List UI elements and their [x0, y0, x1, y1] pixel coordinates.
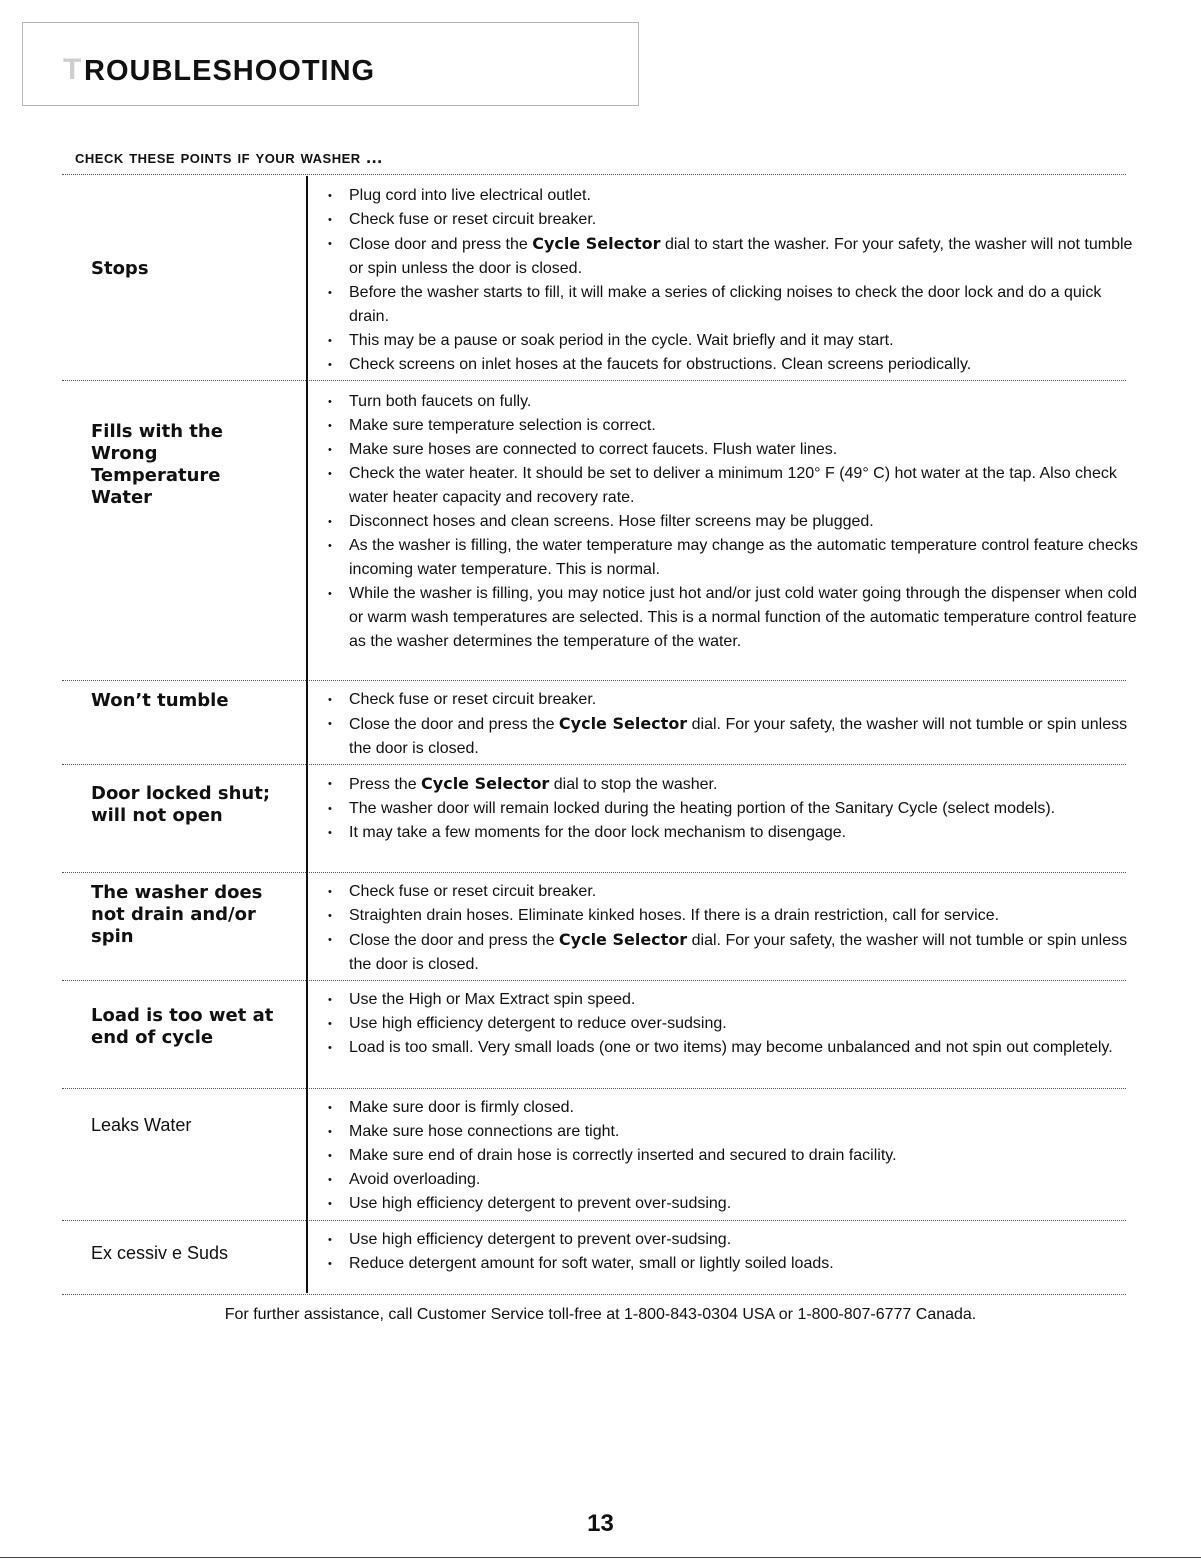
solution-item	[328, 414, 1138, 438]
solution-text: As the washer is filling, the water temperature may change as the automatic temperature control feature checks incoming water temperature. This is normal.	[349, 537, 1138, 578]
divider	[62, 980, 1126, 981]
divider	[62, 380, 1126, 381]
subheading-text: check these points if your washer ...	[75, 147, 383, 167]
solution-item	[328, 232, 1138, 281]
solution-item	[328, 353, 1138, 377]
solution-item	[328, 797, 1138, 821]
solution-item	[328, 1228, 1138, 1252]
solution-text: It may take a few moments for the door lock mechanism to disengage.	[349, 824, 847, 841]
solution-text: Disconnect hoses and clean screens. Hose filter screens may be plugged.	[349, 513, 874, 530]
solution-text: Use high efficiency detergent to reduce over-sudsing.	[349, 1015, 727, 1032]
page-bottom-rule	[0, 1557, 1201, 1558]
solution-text: Press the	[349, 776, 422, 793]
solution-text: Make sure temperature selection is correct.	[349, 417, 656, 434]
problem-label-door-locked: Door locked shut; will not open	[91, 783, 271, 826]
solution-text: Check the water heater. It should be set to deliver a minimum 120° F (49° C) hot water at the tap. Also check water heater capacity and recovery rate.	[349, 465, 1117, 506]
solution-item	[328, 1120, 1138, 1144]
solution-item	[328, 208, 1138, 232]
solution-item	[328, 1012, 1138, 1036]
solution-item	[328, 904, 1138, 928]
divider	[62, 872, 1126, 873]
solution-text: Reduce detergent amount for soft water, small or lightly soiled loads.	[349, 1255, 834, 1272]
problem-label-wrong-temperature: Fills with the Wrong Temperature Water	[91, 421, 223, 508]
solution-text: dial to start the washer. For your safety, the washer will not tumble or spin unless the door is closed.	[349, 236, 1133, 277]
divider	[62, 1294, 1126, 1295]
page-number: 13	[587, 1510, 614, 1537]
solution-text: Turn both faucets on fully.	[349, 393, 532, 410]
solution-item	[328, 1036, 1138, 1060]
cycle-selector-term: Cycle Selector	[532, 234, 661, 253]
solution-item	[328, 1192, 1138, 1216]
problem-label-no-drain: The washer does not drain and/or spin	[91, 882, 263, 947]
solution-item	[328, 329, 1138, 353]
solution-text: Make sure hose connections are tight.	[349, 1123, 620, 1140]
solution-item	[328, 1144, 1138, 1168]
solution-item	[328, 688, 1138, 712]
solution-item	[328, 462, 1138, 510]
section-subheading	[75, 147, 383, 168]
solution-text: Make sure door is firmly closed.	[349, 1099, 574, 1116]
solution-item	[328, 772, 1138, 797]
customer-service-note: For further assistance, call Customer Service toll-free at 1-800-843-0304 USA or 1-800-807-6777 Canada.	[224, 1306, 977, 1323]
solution-text: Use high efficiency detergent to prevent over-sudsing.	[349, 1231, 732, 1248]
solution-item	[328, 928, 1138, 977]
cycle-selector-term: Cycle Selector	[558, 714, 688, 733]
column-divider	[306, 176, 308, 1293]
solution-text: Load is too small. Very small loads (one or two items) may become unbalanced and not spin out completely.	[349, 1039, 1113, 1056]
solution-text: This may be a pause or soak period in the cycle. Wait briefly and it may start.	[349, 332, 894, 349]
solution-list-load-wet	[328, 988, 1138, 1060]
solution-text: While the washer is filling, you may notice just hot and/or just cold water going through the dispenser when cold or warm wash temperatures are selected. This is a normal function of the automatic temperature control feature as the washer determines the temperature of the water.	[349, 585, 1137, 650]
solution-item	[328, 390, 1138, 414]
solution-text: Before the washer starts to fill, it will make a series of clicking noises to check the door lock and do a quick drain.	[349, 284, 1102, 325]
cycle-selector-term: Cycle Selector	[421, 774, 550, 793]
title-box	[22, 22, 639, 106]
solution-list-no-drain	[328, 880, 1138, 977]
solution-item	[328, 1168, 1138, 1192]
solution-text: Use the High or Max Extract spin speed.	[349, 991, 636, 1008]
divider	[62, 174, 1126, 175]
solution-text: Straighten drain hoses. Eliminate kinked hoses. If there is a drain restriction, call for service.	[349, 907, 1000, 924]
solution-text: dial to stop the washer.	[549, 776, 718, 793]
divider	[62, 764, 1126, 765]
solution-item	[328, 534, 1138, 582]
solution-item	[328, 510, 1138, 534]
divider	[62, 680, 1126, 681]
solution-item	[328, 281, 1138, 329]
solution-item	[328, 880, 1138, 904]
solution-text: Make sure hoses are connected to correct faucets. Flush water lines.	[349, 441, 838, 458]
solution-item	[328, 821, 1138, 845]
solution-text: Check screens on inlet hoses at the faucets for obstructions. Clean screens periodically.	[349, 356, 972, 373]
solution-list-wrong-temperature	[328, 390, 1138, 654]
solution-text: The washer door will remain locked during the heating portion of the Sanitary Cycle (select models).	[349, 800, 1056, 817]
solution-text: dial. For your safety, the washer will not tumble or spin unless the door is closed.	[349, 716, 1128, 757]
divider	[62, 1220, 1126, 1221]
cycle-selector-term: Cycle Selector	[558, 930, 688, 949]
solution-list-leaks-water	[328, 1096, 1138, 1216]
solution-item	[328, 184, 1138, 208]
solution-text: Close door and press the	[349, 236, 533, 253]
solution-text: Check fuse or reset circuit breaker.	[349, 211, 597, 228]
solution-item	[328, 582, 1138, 654]
solution-list-door-locked	[328, 772, 1138, 845]
solution-text: Plug cord into live electrical outlet.	[349, 187, 591, 204]
problem-label-wont-tumble: Won’t tumble	[91, 690, 229, 711]
title-initial: T	[63, 53, 83, 86]
solution-list-wont-tumble	[328, 688, 1138, 761]
solution-text: Close the door and press the	[349, 932, 559, 949]
page-title: ROUBLESHOOTING	[84, 55, 376, 87]
solution-list-excessive-suds	[328, 1228, 1138, 1276]
solution-item	[328, 712, 1138, 761]
problem-label-load-wet: Load is too wet at end of cycle	[91, 1005, 274, 1048]
solution-item	[328, 1252, 1138, 1276]
problem-label-leaks-water: Leaks Water	[91, 1115, 192, 1135]
solution-item	[328, 1096, 1138, 1120]
problem-label-stops: Stops	[91, 258, 149, 279]
solution-text: Close the door and press the	[349, 716, 559, 733]
divider	[62, 1088, 1126, 1089]
solution-text: Avoid overloading.	[349, 1171, 481, 1188]
problem-label-excessive-suds: Ex cessiv e Suds	[91, 1243, 229, 1263]
solution-text: Check fuse or reset circuit breaker.	[349, 691, 597, 708]
solution-text: Make sure end of drain hose is correctly inserted and secured to drain facility.	[349, 1147, 897, 1164]
solution-text: Use high efficiency detergent to prevent over-sudsing.	[349, 1195, 732, 1212]
solution-text: Check fuse or reset circuit breaker.	[349, 883, 597, 900]
solution-item	[328, 438, 1138, 462]
solution-item	[328, 988, 1138, 1012]
solution-list-stops	[328, 184, 1138, 377]
solution-text: dial. For your safety, the washer will not tumble or spin unless the door is closed.	[349, 932, 1128, 973]
